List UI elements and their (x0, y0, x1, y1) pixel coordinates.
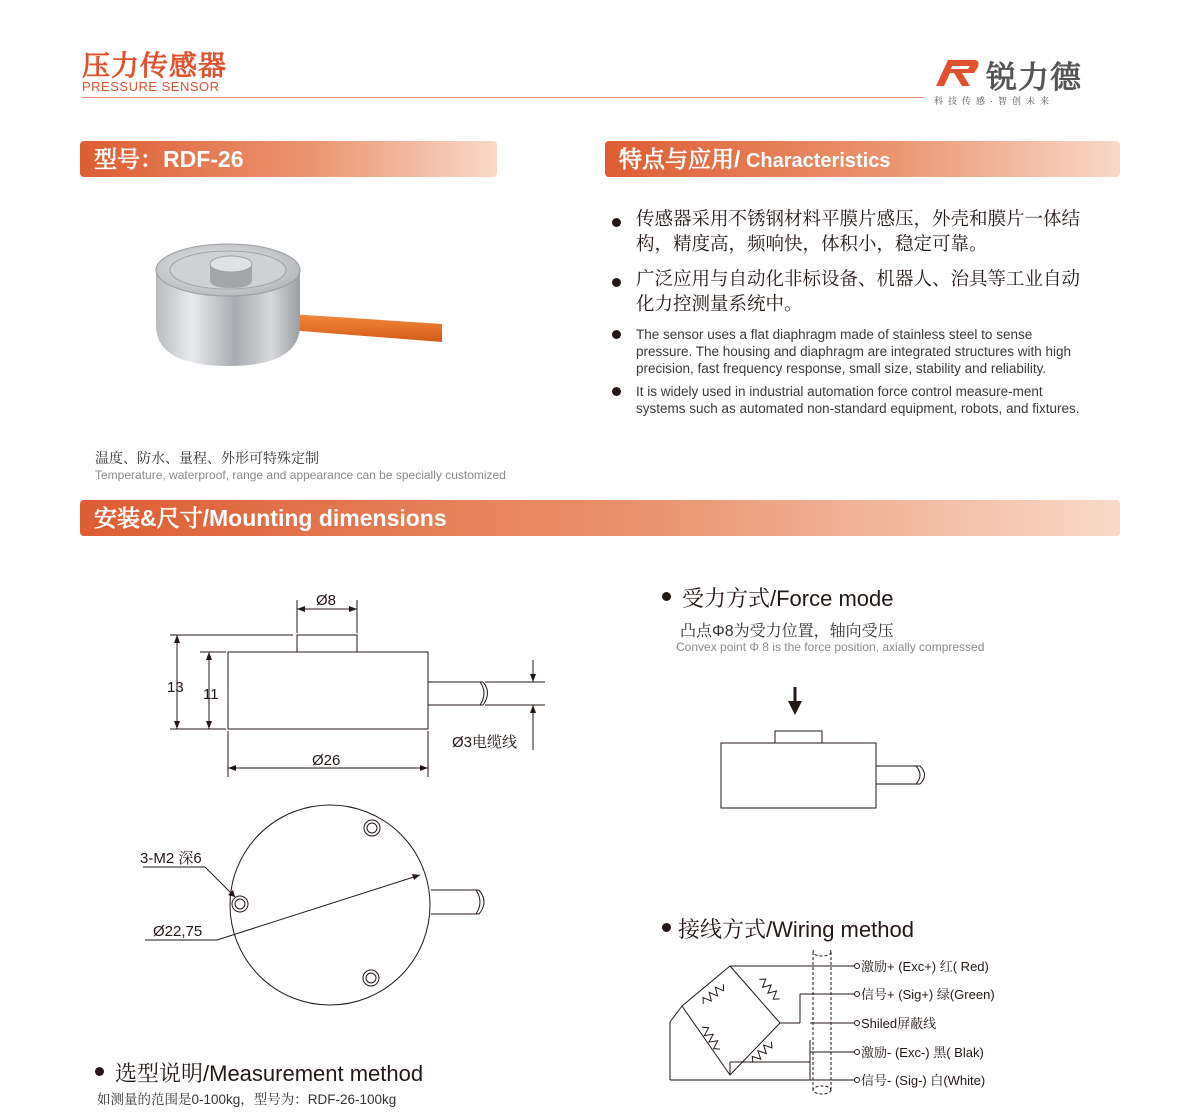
force-mode-diagram (715, 683, 935, 813)
mounting-label: 安装&尺寸/Mounting dimensions (94, 505, 447, 531)
dim-pcd: Ø22,75 (153, 923, 203, 940)
dim-body-height: 11 (203, 686, 219, 703)
characteristic-item-en: The sensor uses a flat diaphragm made of stainless steel to sense pressure. The housing and diaphragm are integrated structures with high precision, fast frequency response, small size, stability and reliability. (608, 326, 1088, 377)
customization-text-cn: 温度、防水、量程、外形可特殊定制 (95, 450, 319, 466)
brand-logo-icon (934, 54, 984, 90)
characteristics-list (608, 206, 1088, 423)
characteristics-label-cn: 特点与应用/ (619, 146, 741, 172)
bullet-icon (662, 592, 671, 601)
force-mode-title: 受力方式/Force mode (662, 582, 894, 613)
sensor-product-image (150, 230, 450, 370)
bullet-icon (612, 387, 621, 396)
wire-label: 信号+ (Sig+) 绿(Green) (861, 987, 995, 1002)
model-bar (80, 141, 497, 177)
dim-holes: 3-M2 深6 (140, 850, 202, 867)
brand-slogan: 科技传感·智创未来 (934, 96, 1054, 106)
measurement-text: 如测量的范围是0-100kg，型号为：RDF-26-100kg (97, 1092, 397, 1107)
characteristics-label-en: Characteristics (740, 150, 891, 172)
mounting-bar (80, 500, 1120, 536)
bullet-icon (612, 330, 621, 339)
dim-total-height: 13 (167, 679, 184, 696)
page-title: 压力传感器 (82, 50, 228, 81)
dim-body-dia: Ø26 (312, 752, 341, 769)
characteristic-item: 广泛应用与自动化非标设备、机器人、治具等工业自动化力控测量系统中。 (608, 266, 1088, 316)
wire-label: Shiled屏蔽线 (861, 1016, 937, 1031)
bullet-icon (612, 218, 621, 227)
characteristics-bar (605, 141, 1120, 177)
wire-label: 激励- (Exc-) 黑( Blak) (861, 1045, 984, 1060)
wiring-diagram (660, 950, 1080, 1100)
force-mode-desc-en: Convex point Φ 8 is the force position, axially compressed (676, 640, 985, 654)
wiring-title: 接线方式/Wiring method (662, 913, 914, 944)
bullet-icon (662, 923, 671, 932)
customization-text-en: Temperature, waterproof, range and appearance can be specially customized (95, 468, 506, 482)
wire-label: 信号- (Sig-) 白(White) (861, 1073, 986, 1088)
force-mode-desc-cn: 凸点Φ8为受力位置，轴向受压 (680, 623, 894, 640)
measurement-title: 选型说明/Measurement method (95, 1057, 423, 1088)
characteristic-item-en: It is widely used in industrial automation force control measure-ment systems such as automated non-standard equipment, robots, and fixtures. (608, 383, 1088, 417)
bottom-view-drawing (135, 800, 505, 1010)
side-view-drawing (150, 585, 550, 785)
dim-cable: Ø3电缆线 (452, 734, 518, 751)
header-divider (82, 97, 924, 98)
dim-top-dia: Ø8 (316, 592, 337, 609)
wire-label: 激励+ (Exc+) 红( Red) (861, 959, 989, 974)
model-label: 型号：RDF-26 (94, 146, 244, 172)
bullet-icon (95, 1067, 104, 1076)
bullet-icon (612, 278, 621, 287)
brand-name: 锐力德 (986, 60, 1082, 95)
arrow-down-icon (788, 701, 802, 715)
page-subtitle: PRESSURE SENSOR (82, 79, 220, 94)
characteristic-item: 传感器采用不锈钢材料平膜片感压，外壳和膜片一体结构，精度高，频响快，体积小，稳定可靠。 (608, 206, 1088, 256)
